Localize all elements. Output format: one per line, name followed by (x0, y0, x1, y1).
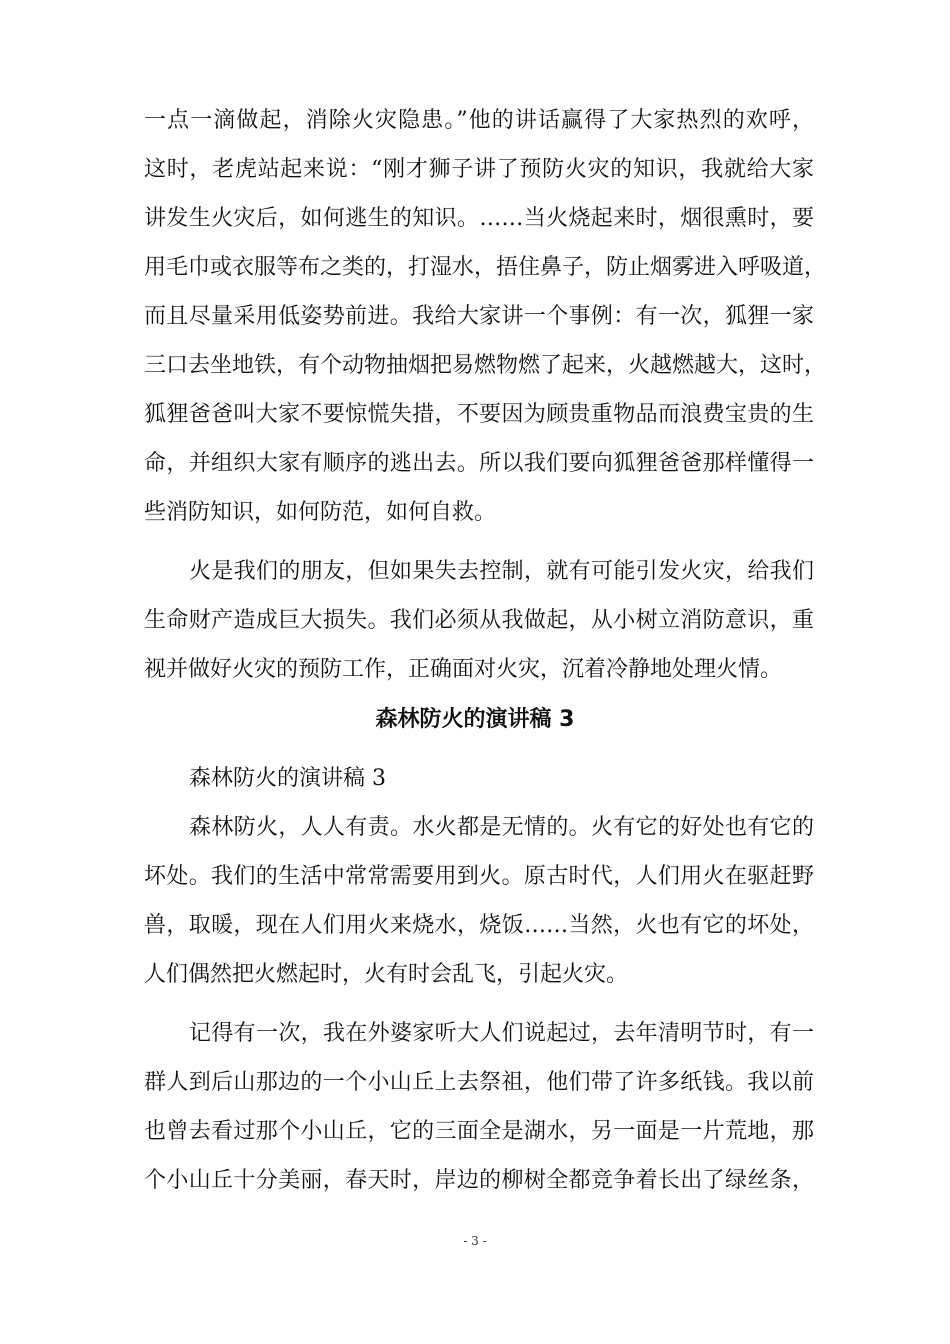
paragraph-4-line-1: 记得有一次，我在外婆家听大人们说起过，去年清明节时，有一 (189, 1021, 814, 1046)
paragraph-2-line-2: 生命财产造成巨大损失。我们必须从我做起，从小树立消防意识，重 (144, 608, 814, 633)
paragraph-1-line-4: 用毛巾或衣服等布之类的，打湿水，捂住鼻子，防止烟雾进入呼吸道， (144, 255, 827, 280)
paragraph-2-line-3: 视并做好火灾的预防工作，正确面对火灾，沉着冷静地处理火情。 (144, 657, 783, 682)
paragraph-1-line-2: 这时，老虎站起来说：“刚才狮子讲了预防火灾的知识，我就给大家 (144, 157, 814, 182)
paragraph-4-line-2: 群人到后山那边的一个小山丘上去祭祖，他们带了许多纸钱。我以前 (144, 1070, 814, 1095)
paragraph-3-line-1: 森林防火，人人有责。水火都是无情的。火有它的好处也有它的 (189, 815, 814, 840)
section-heading: 森林防火的演讲稿 3 (375, 707, 575, 732)
paragraph-1-line-5: 而且尽量采用低姿势前进。我给大家讲一个事例：有一次，狐狸一家 (144, 304, 814, 329)
paragraph-3-line-3: 兽，取暖，现在人们用火来烧水，烧饭……当然，火也有它的坏处， (144, 913, 814, 938)
paragraph-1-line-9: 些消防知识，如何防范，如何自救。 (144, 500, 497, 525)
section-subtitle: 森林防火的演讲稿 3 (189, 766, 386, 791)
paragraph-3-line-4: 人们偶然把火燃起时，火有时会乱飞，引起火灾。 (144, 962, 629, 987)
paragraph-3-line-2: 坏处。我们的生活中常常需要用到火。原古时代，人们用火在驱赶野 (144, 864, 814, 889)
paragraph-4-line-3: 也曾去看过那个小山丘，它的三面全是湖水，另一面是一片荒地，那 (144, 1119, 814, 1144)
paragraph-1-line-6: 三口去坐地铁，有个动物抽烟把易燃物燃了起来，火越燃越大，这时， (144, 353, 827, 378)
paragraph-2-line-1: 火是我们的朋友，但如果失去控制，就有可能引发火灾，给我们 (189, 559, 814, 584)
paragraph-1-line-1: 一点一滴做起，消除火灾隐患。”他的讲话赢得了大家热烈的欢呼， (144, 108, 814, 133)
page-number: - 3 - (463, 1234, 487, 1248)
paragraph-1-line-3: 讲发生火灾后，如何逃生的知识。……当火烧起来时，烟很熏时，要 (144, 206, 814, 231)
paragraph-1-line-7: 狐狸爸爸叫大家不要惊慌失措，不要因为顾贵重物品而浪费宝贵的生 (144, 402, 814, 427)
paragraph-4-line-4: 个小山丘十分美丽，春天时，岸边的柳树全都竞争着长出了绿丝条， (144, 1168, 814, 1193)
paragraph-1-line-8: 命，并组织大家有顺序的逃出去。所以我们要向狐狸爸爸那样懂得一 (144, 451, 814, 476)
